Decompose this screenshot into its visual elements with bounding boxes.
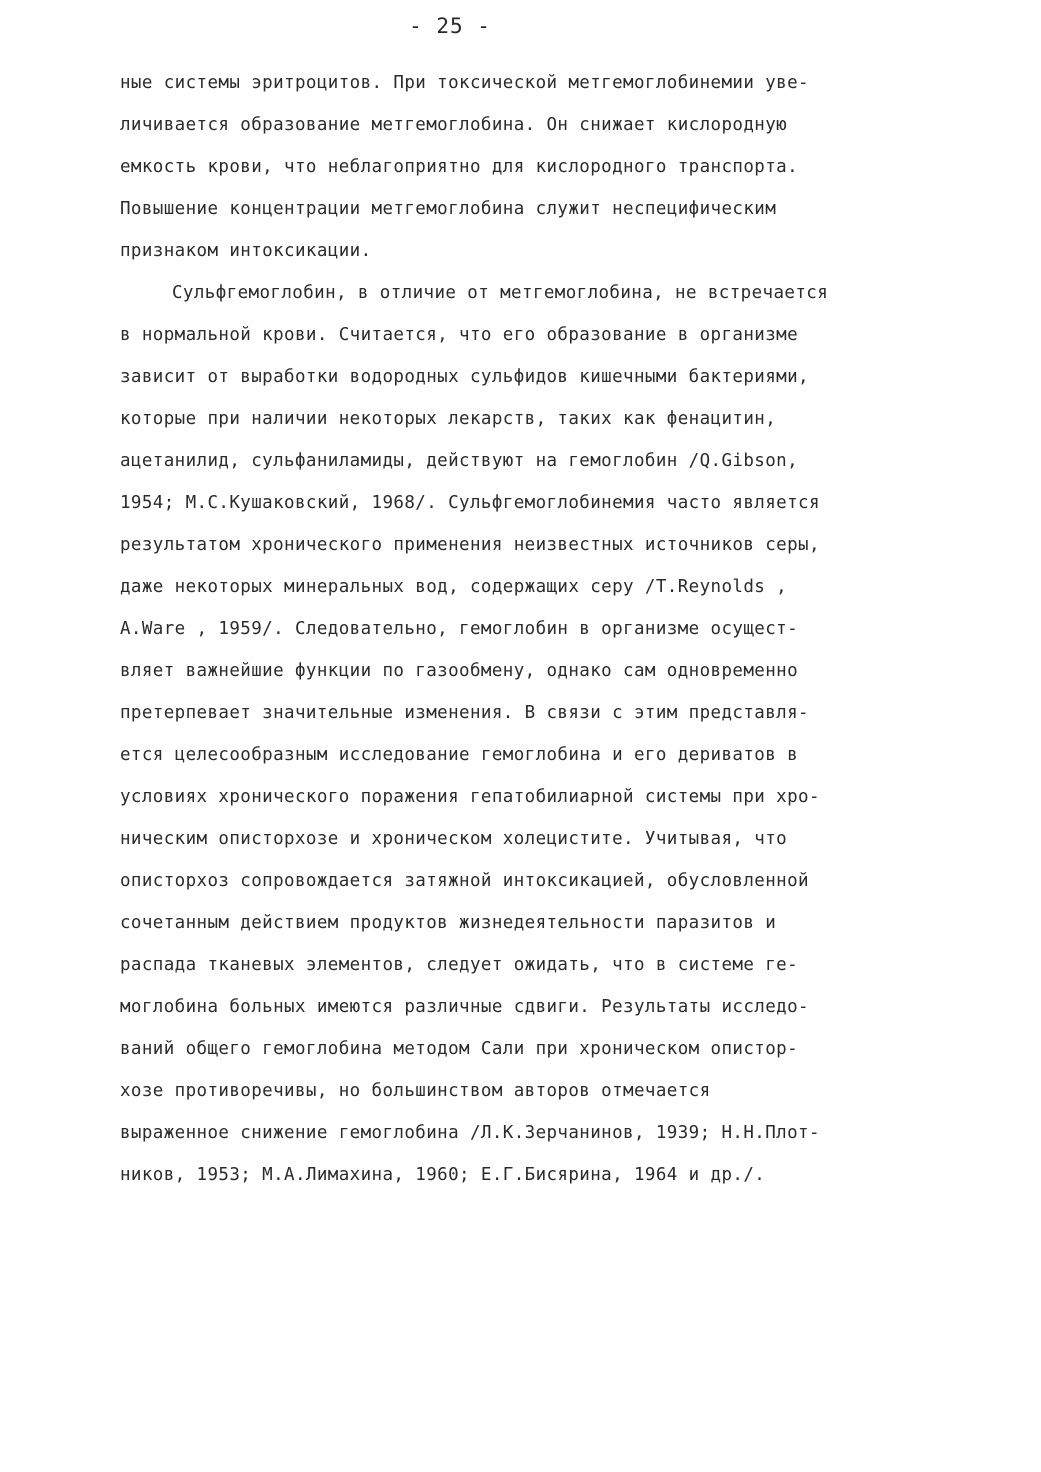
body-text [120,62,950,1196]
text-line: емкость крови, что неблагоприятно для кислородного транспорта. [120,157,799,177]
text-line: личивается образование метгемоглобина. Он снижает кислородную [120,115,788,135]
text-line: Сульфгемоглобин, в отличие от метгемоглобина, не встречается [172,283,829,303]
text-line: ваний общего гемоглобина методом Сали при хроническом опистор- [120,1039,799,1059]
text-line: 1954; М.С.Кушаковский, 1968/. Сульфгемоглобинемия часто является [120,493,820,513]
text-line: претерпевает значительные изменения. В связи с этим представля- [120,703,809,723]
text-line: вляет важнейшие функции по газообмену, однако сам одновременно [120,661,799,681]
text-line: ные системы эритроцитов. При токсической метгемоглобинемии уве- [120,73,809,93]
text-line: которые при наличии некоторых лекарств, таких как фенацитин, [120,409,777,429]
text-line: описторхоз сопровождается затяжной интоксикацией, обусловленной [120,871,809,891]
text-line: ников, 1953; М.А.Лимахина, 1960; Е.Г.Бисярина, 1964 и др./. [120,1165,766,1185]
text-line: ется целесообразным исследование гемоглобина и его дериватов в [120,745,799,765]
text-line: даже некоторых минеральных вод, содержащих серу /T.Reynolds , [120,577,788,597]
text-line: распада тканевых элементов, следует ожидать, что в системе ге- [120,955,799,975]
text-line: хозе противоречивы, но большинством авторов отмечается [120,1081,711,1101]
text-line: моглобина больных имеются различные сдвиги. Результаты исследо- [120,997,809,1017]
text-line: результатом хронического применения неизвестных источников серы, [120,535,820,555]
text-line: выраженное снижение гемоглобина /Л.К.Зерчанинов, 1939; Н.Н.Плот- [120,1123,820,1143]
text-line: A.Ware , 1959/. Следовательно, гемоглобин в организме осущест- [120,619,799,639]
page-number: - 25 - [409,14,491,38]
text-line: ническим описторхозе и хроническом холецистите. Учитывая, что [120,829,788,849]
text-line: сочетанным действием продуктов жизнедеятельности паразитов и [120,913,777,933]
text-line: ацетанилид, сульфаниламиды, действуют на гемоглобин /Q.Gibson, [120,451,799,471]
text-line: зависит от выработки водородных сульфидов кишечными бактериями, [120,367,809,387]
text-line: условиях хронического поражения гепатобилиарной системы при хро- [120,787,820,807]
text-line: в нормальной крови. Считается, что его образование в организме [120,325,799,345]
text-line: признаком интоксикации. [120,241,372,261]
text-line: Повышение концентрации метгемоглобина служит неспецифическим [120,199,777,219]
